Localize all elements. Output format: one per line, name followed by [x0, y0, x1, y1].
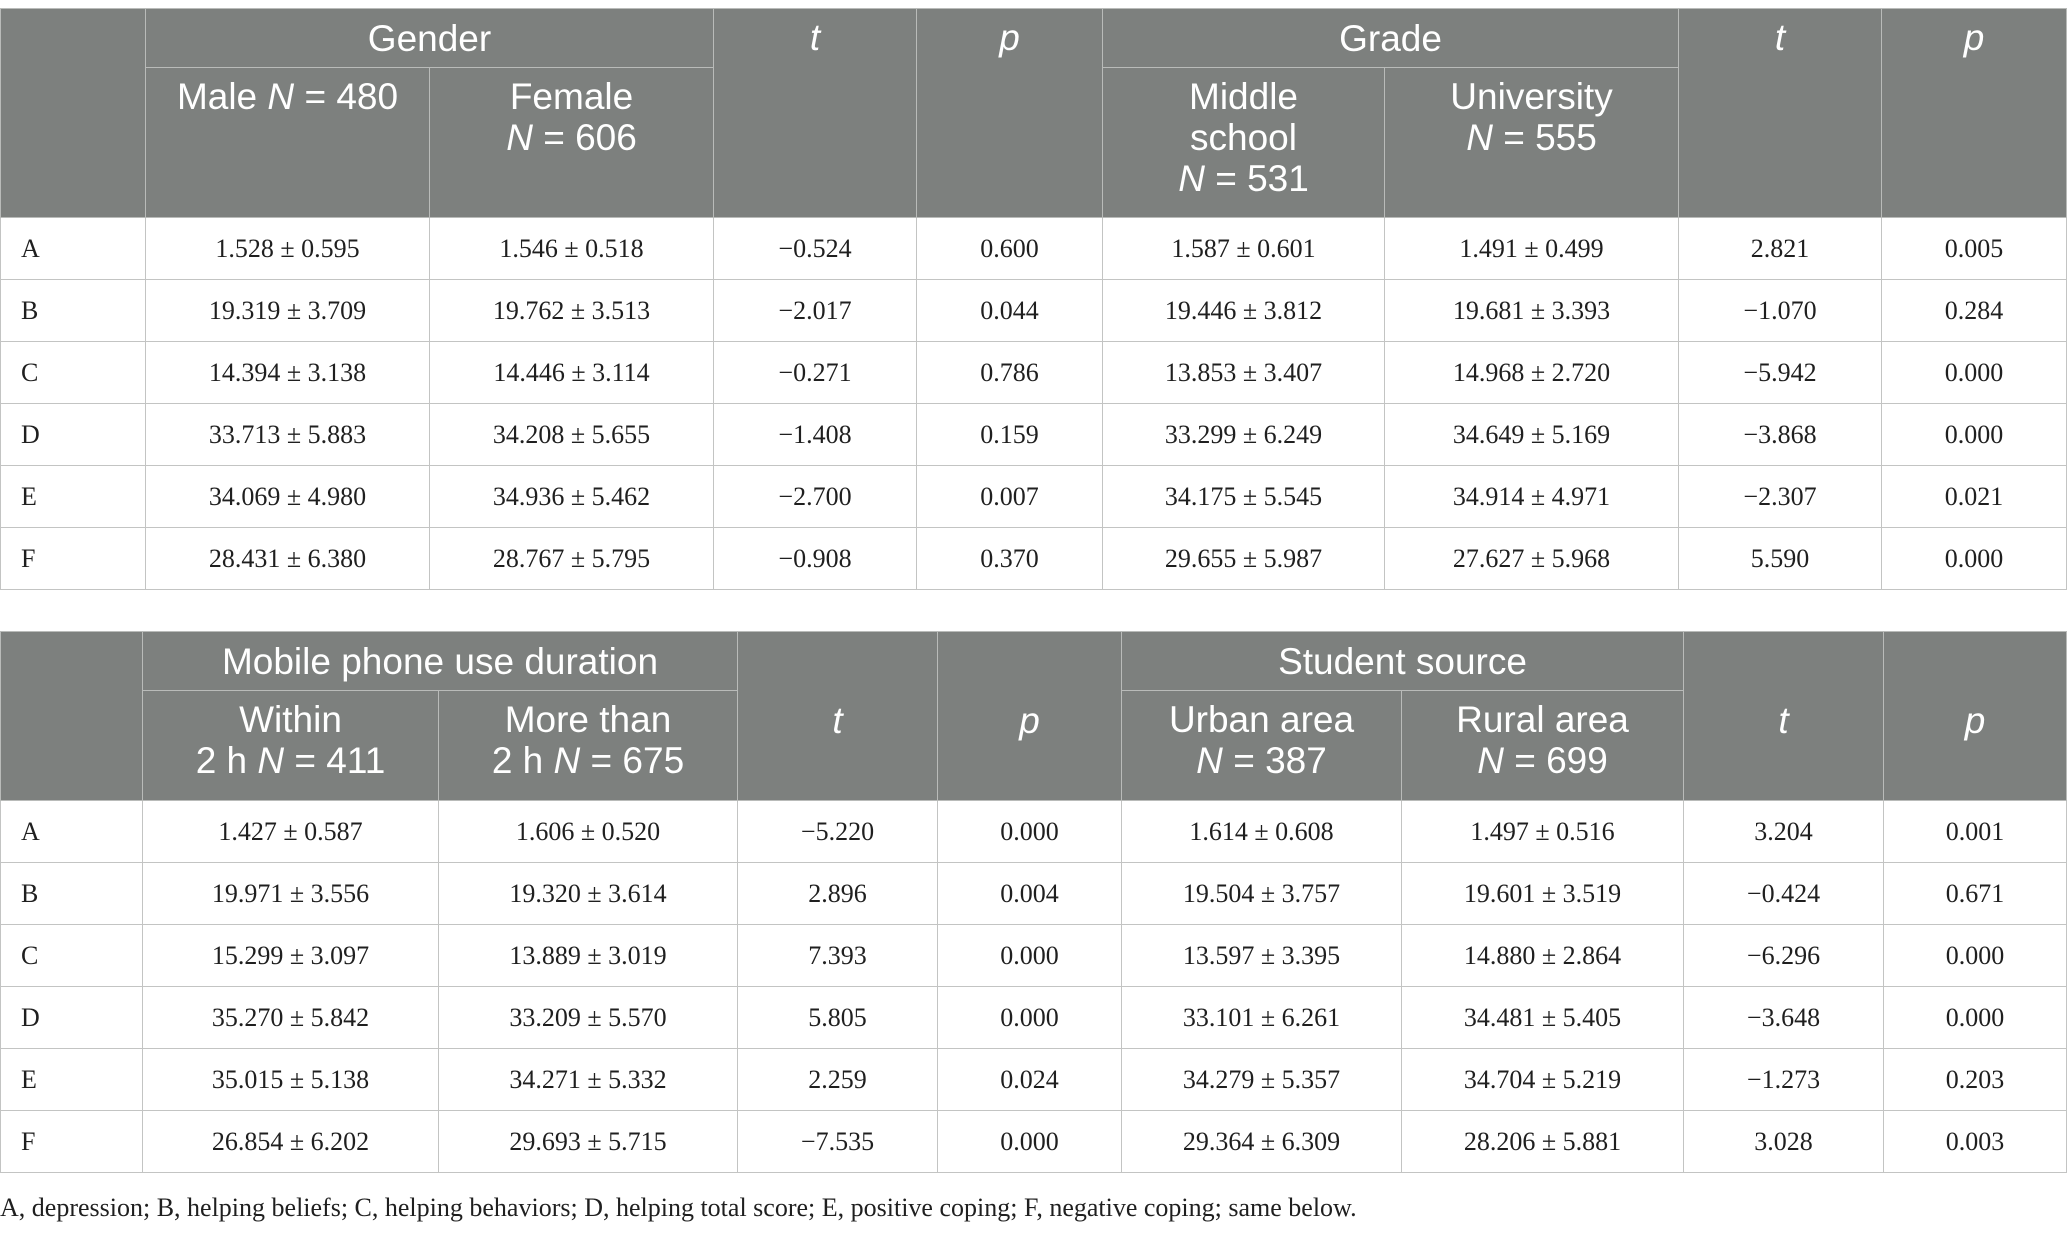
cell-female: 28.767 ± 5.795 [430, 528, 714, 590]
col-header-t [1684, 632, 1884, 801]
n-value: = 555 [1503, 117, 1597, 158]
n-value: = 387 [1233, 740, 1327, 781]
group-header-grade: Grade [1103, 9, 1679, 68]
cell-p: 0.671 [1884, 863, 2067, 925]
p-label: p [1019, 699, 1040, 741]
cell-t: 5.805 [738, 987, 938, 1049]
corner-header-cell [1, 9, 146, 218]
cell-p: 0.000 [1884, 987, 2067, 1049]
subheader-label-line1: More than [504, 699, 672, 740]
t-label: t [1774, 17, 1786, 58]
cell-university: 34.914 ± 4.971 [1385, 466, 1679, 528]
cell-urban-area: 13.597 ± 3.395 [1122, 925, 1402, 987]
row-label: A [1, 218, 146, 280]
cell-t: −2.700 [714, 466, 917, 528]
cell-p: 0.044 [917, 280, 1103, 342]
cell-t: −5.942 [1679, 342, 1882, 404]
cell-p: 0.005 [1882, 218, 2067, 280]
table-row [1, 925, 2067, 987]
cell-more-than-2h: 13.889 ± 3.019 [439, 925, 738, 987]
n-symbol: N [1477, 740, 1504, 781]
cell-p: 0.600 [917, 218, 1103, 280]
cell-university: 1.491 ± 0.499 [1385, 218, 1679, 280]
table-row [1, 987, 2067, 1049]
cell-p: 0.284 [1882, 280, 2067, 342]
n-symbol: N [506, 117, 533, 158]
col-header-p [938, 632, 1122, 801]
cell-t: −1.408 [714, 404, 917, 466]
subheader-label: University [1450, 76, 1613, 117]
cell-t: 3.204 [1684, 801, 1884, 863]
group-header-student-source: Student source [1122, 632, 1684, 691]
p-label: p [1964, 699, 1986, 741]
corner-header-cell [1, 632, 143, 801]
row-label: C [1, 925, 143, 987]
subheader-within-2h [143, 691, 439, 801]
row-label: E [1, 466, 146, 528]
table-row [1, 218, 2067, 280]
n-symbol: N [257, 740, 285, 781]
cell-female: 34.936 ± 5.462 [430, 466, 714, 528]
n-symbol: N [553, 740, 581, 781]
row-label: F [1, 1111, 143, 1173]
subheader-university [1385, 68, 1679, 218]
cell-t: −2.017 [714, 280, 917, 342]
cell-t: −0.271 [714, 342, 917, 404]
subheader-label: Rural area [1456, 699, 1629, 740]
cell-rural-area: 34.481 ± 5.405 [1402, 987, 1684, 1049]
cell-t: −7.535 [738, 1111, 938, 1173]
table-row [1, 1111, 2067, 1173]
n-symbol: N [267, 76, 295, 117]
subheader-label-line1: Within [239, 699, 342, 740]
cell-urban-area: 34.279 ± 5.357 [1122, 1049, 1402, 1111]
row-label: E [1, 1049, 143, 1111]
col-header-p [1884, 632, 2067, 801]
t-label: t [1778, 699, 1789, 741]
subheader-rural-area [1402, 691, 1684, 801]
table-row [1, 1049, 2067, 1111]
table-row [1, 528, 2067, 590]
group-header-phone-duration: Mobile phone use duration [143, 632, 738, 691]
header-row-groups [1, 9, 2067, 68]
cell-female: 14.446 ± 3.114 [430, 342, 714, 404]
cell-rural-area: 19.601 ± 3.519 [1402, 863, 1684, 925]
n-value: = 411 [294, 740, 386, 781]
cell-university: 14.968 ± 2.720 [1385, 342, 1679, 404]
cell-within-2h: 26.854 ± 6.202 [143, 1111, 439, 1173]
row-label: C [1, 342, 146, 404]
cell-middle-school: 34.175 ± 5.545 [1103, 466, 1385, 528]
cell-more-than-2h: 33.209 ± 5.570 [439, 987, 738, 1049]
col-header-t [738, 632, 938, 801]
col-header-p [917, 9, 1103, 218]
cell-male: 19.319 ± 3.709 [146, 280, 430, 342]
cell-t: 5.590 [1679, 528, 1882, 590]
cell-p: 0.001 [1884, 801, 2067, 863]
cell-middle-school: 29.655 ± 5.987 [1103, 528, 1385, 590]
subheader-middle-school [1103, 68, 1385, 218]
cell-t: 3.028 [1684, 1111, 1884, 1173]
col-header-p [1882, 9, 2067, 218]
cell-t: −3.648 [1684, 987, 1884, 1049]
row-label: A [1, 801, 143, 863]
cell-p: 0.786 [917, 342, 1103, 404]
row-label: D [1, 404, 146, 466]
cell-more-than-2h: 19.320 ± 3.614 [439, 863, 738, 925]
n-symbol: N [1178, 158, 1205, 199]
p-label: p [1963, 17, 1985, 58]
cell-p: 0.000 [1882, 404, 2067, 466]
table-row [1, 404, 2067, 466]
cell-p: 0.000 [938, 987, 1122, 1049]
cell-more-than-2h: 34.271 ± 5.332 [439, 1049, 738, 1111]
cell-urban-area: 19.504 ± 3.757 [1122, 863, 1402, 925]
cell-male: 28.431 ± 6.380 [146, 528, 430, 590]
cell-p: 0.007 [917, 466, 1103, 528]
n-value: = 531 [1215, 158, 1309, 199]
cell-within-2h: 1.427 ± 0.587 [143, 801, 439, 863]
cell-middle-school: 1.587 ± 0.601 [1103, 218, 1385, 280]
cell-rural-area: 34.704 ± 5.219 [1402, 1049, 1684, 1111]
cell-t: 7.393 [738, 925, 938, 987]
n-symbol: N [1196, 740, 1223, 781]
cell-more-than-2h: 1.606 ± 0.520 [439, 801, 738, 863]
t-label: t [809, 17, 821, 58]
header-row-groups [1, 632, 2067, 691]
subheader-more-than-2h [439, 691, 738, 801]
row-label: B [1, 280, 146, 342]
cell-p: 0.159 [917, 404, 1103, 466]
n-value: = 675 [590, 740, 685, 781]
cell-p: 0.000 [938, 925, 1122, 987]
cell-p: 0.000 [1882, 342, 2067, 404]
subheader-label: Urban area [1168, 699, 1355, 740]
group-header-gender: Gender [146, 9, 714, 68]
cell-p: 0.203 [1884, 1049, 2067, 1111]
cell-male: 33.713 ± 5.883 [146, 404, 430, 466]
col-header-t [1679, 9, 1882, 218]
row-label: F [1, 528, 146, 590]
cell-t: −2.307 [1679, 466, 1882, 528]
cell-t: −1.273 [1684, 1049, 1884, 1111]
cell-male: 34.069 ± 4.980 [146, 466, 430, 528]
subheader-label: Female [509, 76, 634, 117]
cell-p: 0.021 [1882, 466, 2067, 528]
cell-university: 19.681 ± 3.393 [1385, 280, 1679, 342]
cell-t: −0.424 [1684, 863, 1884, 925]
cell-p: 0.000 [1884, 925, 2067, 987]
table-row [1, 801, 2067, 863]
subheader-label-line2: school [1190, 117, 1297, 158]
cell-rural-area: 28.206 ± 5.881 [1402, 1111, 1684, 1173]
subheader-female [430, 68, 714, 218]
cell-within-2h: 15.299 ± 3.097 [143, 925, 439, 987]
cell-p: 0.004 [938, 863, 1122, 925]
row-label: D [1, 987, 143, 1049]
cell-middle-school: 19.446 ± 3.812 [1103, 280, 1385, 342]
cell-male: 1.528 ± 0.595 [146, 218, 430, 280]
cell-p: 0.000 [938, 801, 1122, 863]
cell-urban-area: 29.364 ± 6.309 [1122, 1111, 1402, 1173]
cell-middle-school: 33.299 ± 6.249 [1103, 404, 1385, 466]
cell-rural-area: 1.497 ± 0.516 [1402, 801, 1684, 863]
table-row [1, 863, 2067, 925]
cell-p: 0.003 [1884, 1111, 2067, 1173]
table-footnote: A, depression; B, helping beliefs; C, helping behaviors; D, helping total score; E, positive coping; F, negative coping; same below. [0, 1193, 1357, 1222]
subheader-label-line2: 2 h [195, 740, 248, 781]
cell-t: −0.524 [714, 218, 917, 280]
cell-university: 34.649 ± 5.169 [1385, 404, 1679, 466]
col-header-t [714, 9, 917, 218]
t-label: t [832, 699, 843, 741]
cell-middle-school: 13.853 ± 3.407 [1103, 342, 1385, 404]
table-row [1, 280, 2067, 342]
cell-within-2h: 35.270 ± 5.842 [143, 987, 439, 1049]
cell-t: −6.296 [1684, 925, 1884, 987]
n-value: = 699 [1514, 740, 1608, 781]
subheader-label-line2: 2 h [491, 740, 544, 781]
subheader-label-line1: Middle [1189, 76, 1299, 117]
cell-within-2h: 19.971 ± 3.556 [143, 863, 439, 925]
row-label: B [1, 863, 143, 925]
cell-t: −3.868 [1679, 404, 1882, 466]
cell-t: 2.259 [738, 1049, 938, 1111]
cell-p: 0.024 [938, 1049, 1122, 1111]
cell-female: 1.546 ± 0.518 [430, 218, 714, 280]
p-label: p [999, 17, 1020, 58]
subheader-urban-area [1122, 691, 1402, 801]
n-symbol: N [1466, 117, 1493, 158]
subheader-label: Male [176, 76, 258, 117]
cell-female: 34.208 ± 5.655 [430, 404, 714, 466]
cell-p: 0.000 [938, 1111, 1122, 1173]
cell-male: 14.394 ± 3.138 [146, 342, 430, 404]
table-phone-duration-student-source [0, 631, 2067, 1173]
cell-t: 2.821 [1679, 218, 1882, 280]
n-value: = 480 [304, 76, 399, 117]
cell-university: 27.627 ± 5.968 [1385, 528, 1679, 590]
cell-urban-area: 33.101 ± 6.261 [1122, 987, 1402, 1049]
cell-more-than-2h: 29.693 ± 5.715 [439, 1111, 738, 1173]
cell-urban-area: 1.614 ± 0.608 [1122, 801, 1402, 863]
subheader-male [146, 68, 430, 218]
table-gender-grade [0, 8, 2067, 590]
cell-t: 2.896 [738, 863, 938, 925]
cell-rural-area: 14.880 ± 2.864 [1402, 925, 1684, 987]
table-row [1, 466, 2067, 528]
cell-t: −5.220 [738, 801, 938, 863]
cell-p: 0.000 [1882, 528, 2067, 590]
n-value: = 606 [543, 117, 637, 158]
cell-p: 0.370 [917, 528, 1103, 590]
cell-female: 19.762 ± 3.513 [430, 280, 714, 342]
cell-within-2h: 35.015 ± 5.138 [143, 1049, 439, 1111]
cell-t: −1.070 [1679, 280, 1882, 342]
table-row [1, 342, 2067, 404]
cell-t: −0.908 [714, 528, 917, 590]
